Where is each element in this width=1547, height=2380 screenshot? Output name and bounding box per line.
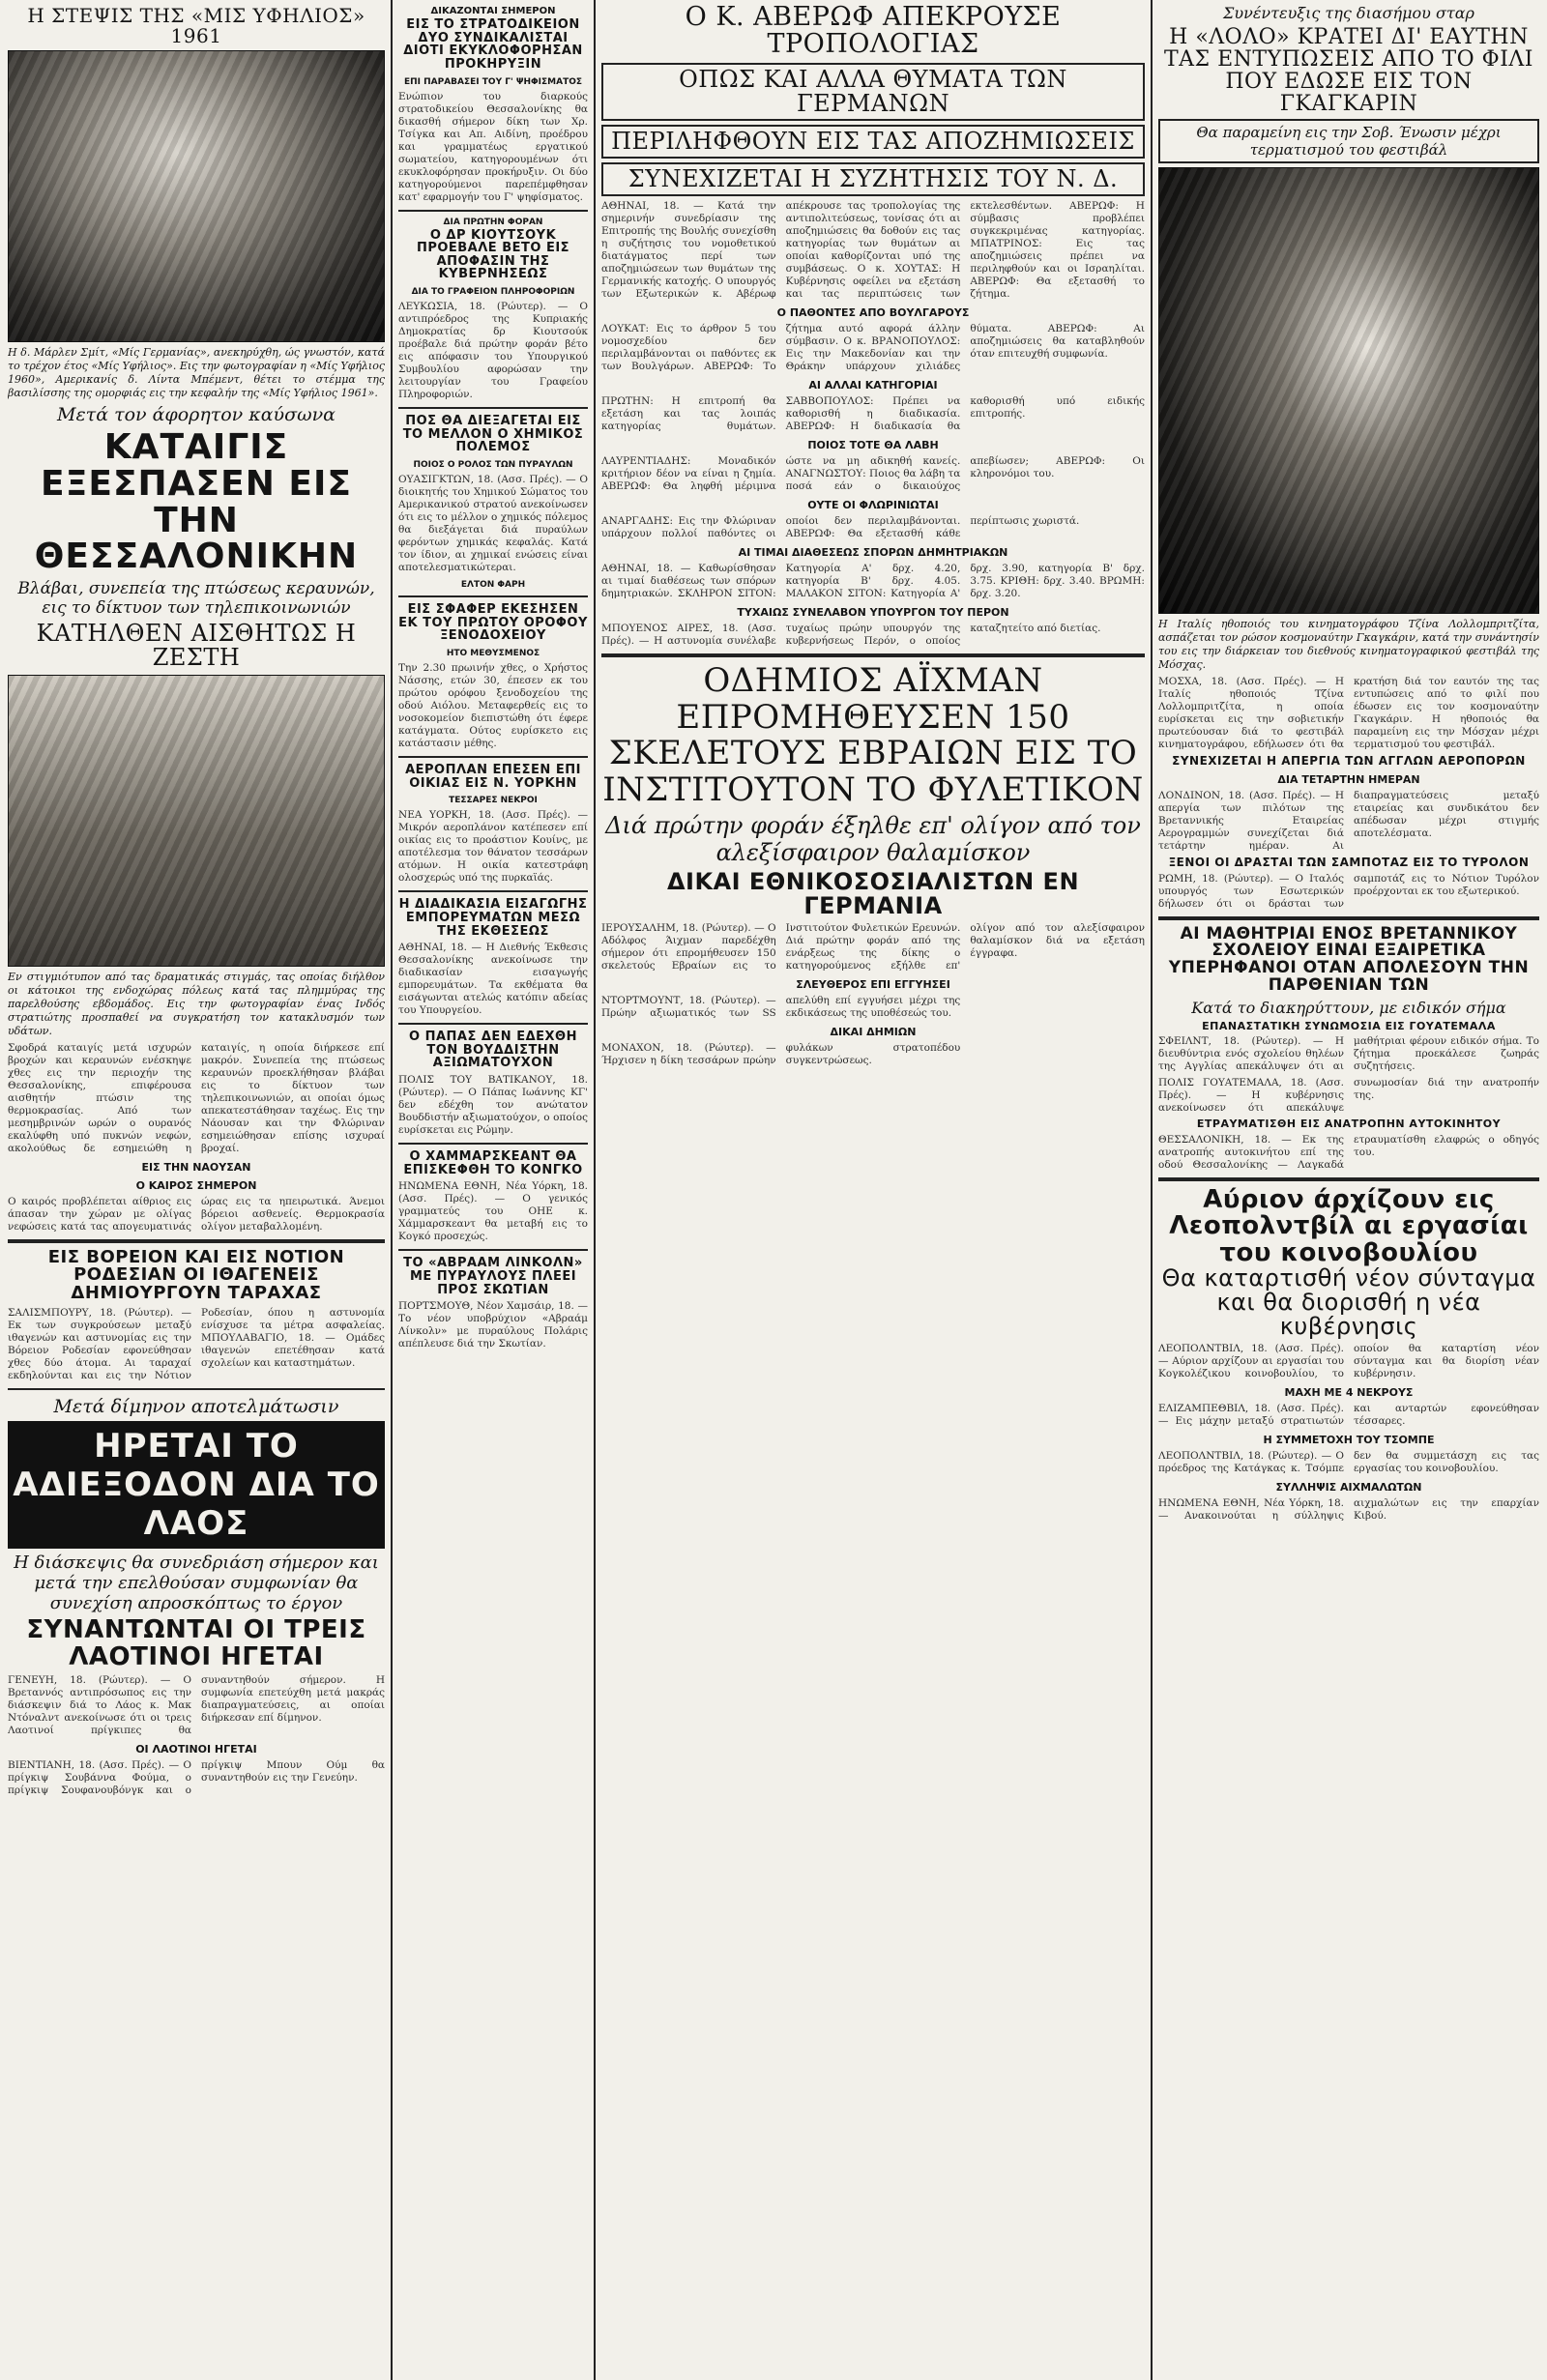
column-4 — [1158, 0, 1539, 2380]
divider — [398, 756, 588, 758]
divider — [398, 1249, 588, 1251]
subheadline: Διά πρώτην φοράν έξηλθε επ' ολίγον από τον αλεξίσφαιρον θαλαμίσκον — [605, 812, 1141, 866]
subheading: ΑΙ ΑΛΛΑΙ ΚΑΤΗΓΟΡΙΑΙ — [808, 379, 938, 392]
headline: ΟΠΩΣ ΚΑΙ ΑΛΛΑ ΘΥΜΑΤΑ ΤΩΝ ΓΕΡΜΑΝΩΝ — [601, 63, 1145, 121]
divider — [8, 1388, 385, 1390]
kicker: Μετά δίμηνον αποτελμάτωσιν — [53, 1396, 339, 1418]
headline: ΕΙΣ ΒΟΡΕΙΟΝ ΚΑΙ ΕΙΣ ΝΟΤΙΟΝ ΡΟΔΕΣΙΑΝ ΟΙ ΙΘΑΓΕΝΕΙΣ ΔΗΜΙΟΥΡΓΟΥΝ ΤΑΡΑΧΑΣ — [47, 1246, 345, 1304]
article-body: ΣΦΕΙΛΝΤ, 18. (Ρώυτερ). — Η διευθύντρια ενός σχολείου θηλέων της Αγγλίας απεκάλυψεν ότι αι μαθήτριαι φέρουν ειδικόν σήμα. Το ζήτημα προεκάλεσε ζωηράς συζητήσεις. — [1158, 1035, 1539, 1073]
headline: ΣΥΝΑΝΤΩΝΤΑΙ ΟΙ ΤΡΕΙΣ ΛΑΟΤΙΝΟΙ ΗΓΕΤΑΙ — [26, 1615, 366, 1671]
article-body: ΟΥΑΣΙΓΚΤΩΝ, 18. (Ασσ. Πρές). — Ο διοικητής του Χημικού Σώματος του Αμερικανικού στρατού ανεκοίνωσεν ότι εις το μέλλον ο χημικός πόλεμος θα διεξάγεται διά πυραύλων φερόντων χημικάς κεφαλάς. Κατά τον ίδιον, αι χημικαί ενώσεις είναι αποτελεσματικώτεραι. — [398, 474, 588, 574]
headline: ΚΑΤΗΛΘΕΝ ΑΙΣΘΗΤΩΣ Η ΖΕΣΤΗ — [36, 620, 357, 672]
subheading: Ο ΚΑΙΡΟΣ ΣΗΜΕΡΟΝ — [135, 1178, 257, 1192]
headline: ΑΙ ΜΑΘΗΤΡΙΑΙ ΕΝΟΣ ΒΡΕΤΑΝΝΙΚΟΥ ΣΧΟΛΕΙΟΥ ΕΙΝΑΙ ΕΞΑΙΡΕΤΙΚΑ ΥΠΕΡΗΦΑΝΟΙ ΟΤΑΝ ΑΠΟΛΕΣΟΥΝ ΤΗΝ ΠΑΡΘΕΝΙΑΝ ΤΩΝ — [1168, 923, 1530, 996]
article-body: ΛΕΟΠΟΛΝΤΒΙΛ, 18. (Ασσ. Πρές). — Αύριον αρχίζουν αι εργασίαι του Κογκολέζικου κοινοβουλίου, το οποίον θα καταρτίση νέον σύνταγμα και θα διορίση νέαν κυβέρνησιν. — [1158, 1343, 1539, 1380]
kicker: Συνέντευξις της διασήμου σταρ — [1223, 4, 1474, 22]
banner-headline: ΗΡΕΤΑΙ ΤΟ ΑΔΙΕΞΟΔΟΝ ΔΙΑ ΤΟ ΛΑΟΣ — [8, 1421, 385, 1549]
column-rule — [391, 0, 393, 2380]
article-body: ΒΙΕΝΤΙΑΝΗ, 18. (Ασσ. Πρές). — Ο πρίγκιψ Σουβάννα Φούμα, ο πρίγκιψ Σουφανουβόνγκ και ο πρίγκιψ Μπουν Ούμ θα συναντηθούν εις την Γενεύην. — [8, 1758, 385, 1796]
article-body: ΑΘΗΝΑΙ, 18. — Η Διεθνής Έκθεσις Θεσσαλονίκης ανεκοίνωσε την διαδικασίαν εισαγωγής εμπορευμάτων. Τα εκθέματα θα εισάγωνται ατελώς κατόπιν αδείας του Υπουργείου. — [398, 942, 588, 1017]
subheading: ΔΙΑ ΠΡΩΤΗΝ ΦΟΡΑΝ — [443, 217, 543, 227]
headline: ΕΙΣ ΣΦΑΦΕΡ ΕΚΕΣΗΣΕΝ ΕΚ ΤΟΥ ΠΡΩΤΟΥ ΟΡΟΦΟΥ ΞΕΝΟΔΟΧΕΙΟΥ — [398, 602, 588, 644]
column-2 — [398, 0, 588, 2380]
article-body: ΜΟΝΑΧΟΝ, 18. (Ρώυτερ). — Ήρχισεν η δίκη τεσσάρων πρώην φυλάκων στρατοπέδου συγκεντρώσεως. — [601, 1042, 961, 1067]
headline: ΕΠΑΝΑΣΤΑΤΙΚΗ ΣΥΝΩΜΟΣΙΑ ΕΙΣ ΓΟΥΑΤΕΜΑΛΑ — [1202, 1019, 1496, 1032]
subheading: ΔΙΑ ΤΟ ΓΡΑΦΕΙΟΝ ΠΛΗΡΟΦΟΡΙΩΝ — [411, 287, 575, 298]
subheading: ΕΛΤΟΝ ΦΑΡΗ — [460, 580, 526, 591]
subheading: ΤΥΧΑΙΩΣ ΣΥΝΕΛΑΒΟΝ ΥΠΟΥΡΓΟΝ ΤΟΥ ΠΕΡΟΝ — [737, 606, 1009, 620]
article-body: ΗΝΩΜΕΝΑ ΕΘΝΗ, Νέα Υόρκη, 18. (Ασσ. Πρές). — Ο γενικός γραμματεύς του ΟΗΕ κ. Χάμμαρσκεαντ θα μεταβή εις το Κογκό προσεχώς. — [398, 1180, 588, 1243]
article-body: ΛΟΥΚΑΤ: Εις το άρθρον 5 του νομοσχεδίου δεν περιλαμβάνονται οι παθόντες εκ των Βουλγάρων. ΑΒΕΡΩΦ: Το ζήτημα αυτό αφορά άλλην σύμβασιν. Ο κ. ΒΡΑΝΟΠΟΥΛΟΣ: Εις την Μακεδονίαν και την Θράκην υπάρχουν χιλιάδες θύματα. ΑΒΕΡΩΦ: Αι αποζημιώσεις θα καταβληθούν όταν επιτευχθή συμφωνία. — [601, 323, 1145, 373]
article-body: ΑΝΑΡΓΑΔΗΣ: Εις την Φλώριναν υπάρχουν πολλοί παθόντες οι οποίοι δεν περιλαμβάνονται. ΑΒΕΡΩΦ: Θα εξετασθή κάθε περίπτωσις χωριστά. — [601, 515, 1080, 540]
article-body: ΝΕΑ ΥΟΡΚΗ, 18. (Ασσ. Πρές). — Μικρόν αεροπλάνον κατέπεσεν επί οικίας εις το προάστιον Κουίνς, με αποτέλεσμα τον θάνατον τεσσάρων ατόμων. Η οικία κατεστράφη ολοσχερώς υπό της πυρκαϊάς. — [398, 809, 588, 885]
article-body: ΛΕΟΠΟΛΝΤΒΙΛ, 18. (Ρώυτερ). — Ο πρόεδρος της Κατάγκας κ. Τσόμπε δεν θα συμμετάσχη εις τας εργασίας του κοινοβουλίου. — [1158, 1450, 1539, 1475]
article-body: ΙΕΡΟΥΣΑΛΗΜ, 18. (Ρώυτερ). — Ο Αδόλφος Άιχμαν παρεδέχθη σήμερον ότι επρομήθευσεν 150 σκελετούς Εβραίων εις το Ινστιτούτον Φυλετικών Ερευνών. Διά πρώτην φοράν από της ενάρξεως της δίκης ο κατηγορούμενος εξήλθε επ' ολίγον από τον αλεξίσφαιρον θαλαμίσκον διά να εξετάση έγγραφα. — [601, 922, 1145, 972]
article-body: ΠΟΛΙΣ ΓΟΥΑΤΕΜΑΛΑ, 18. (Ασσ. Πρές). — Η κυβέρνησις ανεκοίνωσεν ότι απεκάλυψε συνωμοσίαν διά την ανατροπήν της. — [1158, 1077, 1539, 1115]
headline: Αύριον άρχίζουν εις Λεοπολντβίλ αι εργασίαι του κοινοβουλίου — [1169, 1185, 1529, 1267]
article-body: ΛΕΥΚΩΣΙΑ, 18. (Ρώυτερ). — Ο αντιπρόεδρος της Κυπριακής Δημοκρατίας δρ Κιουτσούκ προέβαλε διά πρώτην φοράν βέτο εις απόφασιν του Υπουργικού Συμβουλίου αφορώσαν την λειτουργίαν του Γραφείου Πληροφοριών. — [398, 301, 588, 401]
headline: ΚΑΤΑΙΓΙΣ ΕΞΕΣΠΑΣΕΝ ΕΙΣ ΤΗΝ ΘΕΣΣΑΛΟΝΙΚΗΝ — [34, 427, 359, 577]
headline: Ο ΠΑΠΑΣ ΔΕΝ ΕΔΕΧΘΗ ΤΟΝ ΒΟΥΔΔΙΣΤΗΝ ΑΞΙΩΜΑΤΟΥΧΟΝ — [409, 1030, 577, 1071]
subheading: ΣΥΛΛΗΨΙΣ ΑΙΧΜΑΛΩΤΩΝ — [1275, 1481, 1422, 1495]
article-body: ΓΕΝΕΥΗ, 18. (Ρώυτερ). — Ο Βρεταννός αντιπρόσωπος εις την διάσκεψιν διά το Λάος κ. Μακ Ντόναλντ ανεκοίνωσε ότι οι τρεις Λαοτινοί πρίγκιπες θα συναντηθούν σήμερον. Η συμφωνία επετεύχθη μετά μακράς διαπραγματεύσεις, αι οποίαι διήρκεσαν επί δίμηνον. — [8, 1673, 385, 1736]
subheading: Ο ΠΑΘΟΝΤΕΣ ΑΠΟ ΒΟΥΛΓΑΡΟΥΣ — [776, 306, 970, 320]
headline: ΔΙΚΑΙ ΕΘΝΙΚΟΣΟΣΙΑΛΙΣΤΩΝ ΕΝ ΓΕΡΜΑΝΙΑ — [666, 868, 1080, 920]
subheading: ΔΙΚΑΙ ΔΗΜΙΩΝ — [830, 1026, 917, 1039]
subheading: ΑΙ ΤΙΜΑΙ ΔΙΑΘΕΣΕΩΣ ΣΠΟΡΩΝ ΔΗΜΗΤΡΙΑΚΩΝ — [738, 546, 1008, 560]
pageant-photo — [8, 50, 385, 342]
divider — [398, 1143, 588, 1145]
subheading: ΠΟΙΟΣ ΤΟΤΕ ΘΑ ΛΑΒΗ — [807, 439, 939, 452]
headline: Θα καταρτισθή νέον σύνταγμα και θα διορισθή η νέα κυβέρνησις — [1161, 1263, 1536, 1341]
headline: ΟΔΗΜΙΟΣ ΑΪΧΜΑΝ ΕΠΡΟΜΗΘΕΥΣΕΝ 150 ΣΚΕΛΕΤΟΥΣ ΕΒΡΑΙΩΝ ΕΙΣ ΤΟ ΙΝΣΤΙΤΟΥΤΟΝ ΤΟ ΦΥΛΕΤΙΚΟΝ — [602, 661, 1144, 809]
headline: Η «ΛΟΛΟ» ΚΡΑΤΕΙ ΔΙ' ΕΑΥΤΗΝ ΤΑΣ ΕΝΤΥΠΩΣΕΙΣ ΑΠΟ ΤΟ ΦΙΛΙ ΠΟΥ ΕΔΩΣΕ ΕΙΣ ΤΟΝ ΓΚΑΓΚΑΡΙΝ — [1163, 25, 1533, 117]
article-body: ΝΤΟΡΤΜΟΥΝΤ, 18. (Ρώυτερ). — Πρώην αξιωματικός των SS απελύθη επί εγγυήσει μέχρι της εκδικάσεως της υποθέσεώς του. — [601, 995, 961, 1020]
divider — [398, 1023, 588, 1025]
article-body: Ο καιρός προβλέπεται αίθριος εις άπασαν την χώραν με ολίγας νεφώσεις κατά τας απογευματινάς ώρας εις τα ηπειρωτικά. Άνεμοι βόρειοι ασθενείς. Θερμοκρασία ολίγον μεταβαλλομένη. — [8, 1195, 385, 1233]
subheading: ΟΙ ΛΑΟΤΙΝΟΙ ΗΓΕΤΑΙ — [135, 1742, 257, 1756]
article-body: ΠΟΡΤΣΜΟΥΘ, Νέον Χαμσάιρ, 18. — Το νέον υποβρύχιον «Αβραάμ Λίνκολν» με πυραύλους Πολάρις απέπλευσε διά την Σκωτίαν. — [398, 1300, 588, 1350]
divider — [398, 210, 588, 212]
subheadline: Η διάσκεψις θα συνεδριάση σήμερον και μετά την επελθούσαν συμφωνίαν θα συνεχίση απροσκόπτως το έργον — [14, 1553, 379, 1614]
article-body: ΡΩΜΗ, 18. (Ρώυτερ). — Ο Ιταλός υπουργός των Εσωτερικών δήλωσεν ότι οι δράσται των σαμποτάζ εις το Νότιον Τυρόλον προέρχονται εκ του εξωτερικού. — [1158, 872, 1539, 910]
divider — [8, 1239, 385, 1243]
column-1 — [8, 0, 385, 2380]
subheadline: Βλάβαι, συνεπεία της πτώσεως κεραυνών, εις το δίκτυον των τηλεπικοινωνιών — [17, 579, 375, 619]
column-3 — [601, 0, 1145, 2380]
subheading: ΠΟΙΟΣ Ο ΡΟΛΟΣ ΤΩΝ ΠΥΡΑΥΛΩΝ — [413, 460, 573, 471]
headline: ΠΟΣ ΘΑ ΔΙΕΞΑΓΕΤΑΙ ΕΙΣ ΤΟ ΜΕΛΛΟΝ Ο ΧΗΜΙΚΟΣ ΠΟΛΕΜΟΣ — [402, 414, 584, 455]
subheading: ΕΠΙ ΠΑΡΑΒΑΣΕΙ ΤΟΥ Γ' ΨΗΦΙΣΜΑΤΟΣ — [403, 76, 583, 87]
photo-caption: Η δ. Μάρλεν Σμίτ, «Μίς Γερμανίας», ανεκηρύχθη, ώς γνωστόν, κατά το τρέχον έτος «Μίς Υφήλιος». Εις την φωτογραφίαν η «Μίς Υφήλιος 1960», Αμερικανίς δ. Λίντα Μπέμεντ, θέτει το στέμμα της βασιλίσσης της ομορφιάς εις την κεφαλήν της «Μίς Υφήλιος 1961». — [8, 346, 385, 399]
article-body: Την 2.30 πρωινήν χθες, ο Χρήστος Νάσσης, ετών 30, έπεσεν εκ του πρώτου ορόφου ξενοδοχείου της οδού Αιόλου. Μεταφερθείς εις το νοσοκομείον διεπιστώθη ότι έφερε κατάγματα. Ούτος ευρίσκετο εις κατάστασιν μέθης. — [398, 661, 588, 749]
article-body: ΗΝΩΜΕΝΑ ΕΘΝΗ, Νέα Υόρκη, 18. — Ανακοινούται η σύλληψις αιχμαλώτων εις την επαρχίαν Κιβού. — [1158, 1497, 1539, 1523]
photo-title: Η ΣΤΕΨΙΣ ΤΗΣ «ΜΙΣ ΥΦΗΛΙΟΣ» 1961 — [27, 4, 365, 47]
subheading: ΤΕΣΣΑΡΕΣ ΝΕΚΡΟΙ — [449, 796, 538, 806]
subheading: ΗΤΟ ΜΕΘΥΣΜΕΝΟΣ — [446, 648, 540, 658]
kicker: Μετά τον άφορητον καύσωνα — [57, 404, 336, 425]
lollobrigida-photo — [1158, 167, 1539, 614]
headline: ΣΥΝΕΧΙΖΕΤΑΙ Η ΑΠΕΡΓΙΑ ΤΩΝ ΑΓΓΛΩΝ ΑΕΡΟΠΟΡΩΝ — [1172, 754, 1526, 769]
article-body: ΑΘΗΝΑΙ, 18. — Καθωρίσθησαν αι τιμαί διαθέσεως των σπόρων δημητριακών. ΣΚΛΗΡΟΝ ΣΙΤΟΝ: Κατηγορία Α' δρχ. 4.20, κατηγορία Β' δρχ. 4.05. ΜΑΛΑΚΟΝ ΣΙΤΟΝ: Κατηγορία Α' δρχ. 3.90, κατηγορία Β' δρχ. 3.75. ΚΡΙΘΗ: δρχ. 3.40. ΒΡΩΜΗ: δρχ. 3.20. — [601, 563, 1145, 600]
headline: ΣΥΝΕΧΙΖΕΤΑΙ Η ΣΥΖΗΤΗΣΙΣ ΤΟΥ Ν. Δ. — [601, 162, 1145, 196]
subheading: ΣΛΕΥΘΕΡΟΣ ΕΠΙ ΕΓΓΥΗΣΕΙ — [796, 978, 950, 992]
article-body: Σφοδρά καταιγίς μετά ισχυρών βροχών και κεραυνών ενέσκηψε χθες εις την περιοχήν της Θεσσαλονίκης, επιφέρουσα αισθητήν πτώσιν της θερμοκρασίας. Από των μεσημβρινών ωρών ο ουρανός εκαλύφθη υπό πυκνών νεφών, ακολούθως δε εσημειώθη η καταιγίς, η οποία διήρκεσε επί μακρόν. Συνεπεία της πτώσεως κεραυνών προεκλήθησαν βλάβαι εις το δίκτυον των τηλεπικοινωνιών, αι οποίαι όμως απεκατεστάθησαν ταχέως. Εις την Νάουσαν και την Φλώριναν εσημειώθησαν επίσης ισχυραί βροχαί. — [8, 1041, 385, 1154]
divider — [398, 890, 588, 892]
article-body: ΑΘΗΝΑΙ, 18. — Κατά την σημερινήν συνεδρίασιν της Επιτροπής της Βουλής συνεχίσθη η συζήτησις του νομοθετικού διατάγματος περί των αποζημιώσεων των θυμάτων της Γερμανικής κατοχής. Ο υπουργός των Εξωτερικών κ. Αβέρωφ απέκρουσε τας τροπολογίας της αντιπολιτεύσεως, τονίσας ότι αι αποζημιώσεις θα δοθούν εις τας κατηγορίας των θυμάτων αι οποίαι καθορίζονται υπό της συμβάσεως. Ο κ. ΧΟΥΤΑΣ: Η Κυβέρνησις οφείλει να εξετάση και τας περιπτώσεις των εκτελεσθέντων. ΑΒΕΡΩΦ: Η σύμβασις προβλέπει συγκεκριμένας κατηγορίας. ΜΠΑΤΡΙΝΟΣ: Εις τας αποζημιώσεις πρέπει να περιληφθούν και οι Ισραηλίται. ΑΒΕΡΩΦ: Θα εξετασθή το ζήτημα. — [601, 200, 1145, 301]
article-body: Ενώπιον του διαρκούς στρατοδικείου Θεσσαλονίκης θα δικασθή σήμερον δίκη των Χρ. Τσίγκα και Απ. Αιδίνη, προέδρου και γραμματέως εργατικού σωματείου, κατηγορουμένων ότι εκυκλοφόρησαν προκήρυξιν. Οι δύο κατηγορούμενοι παρεπέμφθησαν κατ' εφαρμογήν του Γ' ψηφίσματος. — [398, 90, 588, 203]
headline: ΕΤΡΑΥΜΑΤΙΣΘΗ ΕΙΣ ΑΝΑΤΡΟΠΗΝ ΑΥΤΟΚΙΝΗΤΟΥ — [1196, 1117, 1502, 1131]
headline: ΑΕΡΟΠΛΑΝ ΕΠΕΣΕΝ ΕΠΙ ΟΙΚΙΑΣ ΕΙΣ Ν. ΥΟΡΚΗΝ — [405, 762, 581, 791]
article-body: ΛΑΥΡΕΝΤΙΑΔΗΣ: Μοναδικόν κριτήριον δέον να είναι η ζημία. ΑΒΕΡΩΦ: Θα ληφθή μέριμνα ώστε να μη αδικηθή κανείς. ΑΝΑΓΝΩΣΤΟΥ: Ποιος θα λάβη τα ποσά εάν ο δικαιούχος απεβίωσεν; ΑΒΕΡΩΦ: Οι κληρονόμοι του. — [601, 455, 1145, 493]
divider — [398, 595, 588, 597]
subheading: ΕΙΣ ΤΗΝ ΝΑΟΥΣΑΝ — [141, 1160, 251, 1174]
headline: ΤΟ «ΑΒΡΑΑΜ ΛΙΝΚΟΛΝ» ΜΕ ΠΥΡΑΥΛΟΥΣ ΠΛΕΕΙ ΠΡΟΣ ΣΚΩΤΙΑΝ — [403, 1256, 583, 1297]
subheading: Η ΣΥΜΜΕΤΟΧΗ ΤΟΥ ΤΣΟΜΠΕ — [1263, 1434, 1435, 1447]
divider — [398, 407, 588, 409]
subheading: ΔΙΑ ΤΕΤΑΡΤΗΝ ΗΜΕΡΑΝ — [1277, 772, 1420, 786]
article-body: ΜΠΟΥΕΝΟΣ ΑΙΡΕΣ, 18. (Ασσ. Πρές). — Η αστυνομία συνέλαβε τυχαίως πρώην υπουργόν της κυβερνήσεως Περόν, ο οποίος καταζητείτο από διετίας. — [601, 623, 1101, 648]
article-body: ΘΕΣΣΑΛΟΝΙΚΗ, 18. — Εκ της ανατροπής αυτοκινήτου επί της οδού Θεσσαλονίκης — Λαγκαδά ετραυματίσθη ελαφρώς ο οδηγός του. — [1158, 1134, 1539, 1172]
article-body: ΛΟΝΔΙΝΟΝ, 18. (Ασσ. Πρές). — Η απεργία των πιλότων της Βρεταννικής Εταιρείας Αερογραμμών συνεχίζεται διά τετάρτην ημέραν. Αι διαπραγματεύσεις μεταξύ εταιρείας και συνδικάτου δεν απέδωσαν μέχρι στιγμής αποτελέσματα. — [1158, 789, 1539, 852]
divider — [601, 653, 1145, 657]
headline: ΠΕΡΙΛΗΦΘΟΥΝ ΕΙΣ ΤΑΣ ΑΠΟΖΗΜΙΩΣΕΙΣ — [601, 125, 1145, 159]
divider — [1158, 916, 1539, 920]
headline: ΕΙΣ ΤΟ ΣΤΡΑΤΟΔΙΚΕΙΟΝ ΔΥΟ ΣΥΝΔΙΚΑΛΙΣΤΑΙ ΔΙΟΤΙ ΕΚΥΚΛΟΦΟΡΗΣΑΝ ΠΡΟΚΗΡΥΞΙΝ — [403, 17, 583, 72]
headline: ΞΕΝΟΙ ΟΙ ΔΡΑΣΤΑΙ ΤΩΝ ΣΑΜΠΟΤΑΖ ΕΙΣ ΤΟ ΤΥΡΟΛΟΝ — [1168, 855, 1530, 869]
headline: Ο ΧΑΜΜΑΡΣΚΕΑΝΤ ΘΑ ΕΠΙΣΚΕΦΘΗ ΤΟ ΚΟΝΓΚΟ — [403, 1149, 583, 1177]
subheadline: Θα παραμείνη εις την Σοβ. Ένωσιν μέχρι τερματισμού του φεστιβάλ — [1158, 119, 1539, 163]
headline: Ο Κ. ΑΒΕΡΩΦ ΑΠΕΚΡΟΥΣΕ ΤΡΟΠΟΛΟΓΙΑΣ — [685, 2, 1062, 60]
topline: ΔΙΚΑΖΟΝΤΑΙ ΣΗΜΕΡΟΝ — [430, 6, 556, 16]
article-body: ΕΛΙΖΑΜΠΕΘΒΙΛ, 18. (Ασσ. Πρές). — Εις μάχην μεταξύ στρατιωτών και ανταρτών εφονεύθησαν τέσσαρες. — [1158, 1403, 1539, 1428]
article-body: ΜΟΣΧΑ, 18. (Ασσ. Πρές). — Η Ιταλίς ηθοποιός Τζίνα Λολλομπριτζίτα, η οποία ευρίσκεται εις την σοβιετικήν πρωτεύουσαν διά το φεστιβάλ κινηματογράφου, εδήλωσεν ότι θα κρατήση διά τον εαυτόν της τας εντυπώσεις από το φιλί που έδωσεν εις τον κοσμοναύτην Γκαγκάριν. Η ηθοποιός θα παραμείνη εις την Μόσχαν μέχρι τερματισμού του φεστιβάλ. — [1158, 676, 1539, 751]
headline: Ο ΔΡ ΚΙΟΥΤΣΟΥΚ ΠΡΟΕΒΑΛΕ ΒΕΤΟ ΕΙΣ ΑΠΟΦΑΣΙΝ ΤΗΣ ΚΥΒΕΡΝΗΣΕΩΣ — [416, 227, 570, 282]
column-rule — [1151, 0, 1153, 2380]
subheading: ΜΑΧΗ ΜΕ 4 ΝΕΚΡΟΥΣ — [1284, 1386, 1414, 1400]
subheading: ΟΥΤΕ ΟΙ ΦΛΩΡΙΝΙΩΤΑΙ — [807, 499, 939, 512]
divider — [1158, 1177, 1539, 1181]
photo-caption: Η Ιταλίς ηθοποιός του κινηματογράφου Τζίνα Λολλομπριτζίτα, ασπάζεται τον ρώσον κοσμοναύτην Γκαγκάριν, κατά την συνάντησίν του εις την διάρκειαν του διεθνούς κινηματογραφικού φεστιβάλ της Μόσχας. — [1158, 618, 1539, 672]
headline: Η ΔΙΑΔΙΚΑΣΙΑ ΕΙΣΑΓΩΓΗΣ ΕΜΠΟΡΕΥΜΑΤΩΝ ΜΕΣΩ ΤΗΣ ΕΚΘΕΣΕΩΣ — [398, 897, 588, 939]
subheadline: Κατά το διακηρύττουν, με ειδικόν σήμα — [1191, 998, 1506, 1017]
photo-caption: Εν στιγμιότυπον από τας δραματικάς στιγμάς, τας οποίας διήλθον οι κάτοικοι της ενδοχώρας πόλεως κατά τας πλημμύρας της παρελθούσης εβδομάδος. Εις την φωτογραφίαν ένας Ινδός στρατιώτης προσπαθεί να συγκρατήση τον κατακλυσμόν των υδάτων. — [8, 970, 385, 1037]
article-body: ΠΟΛΙΣ ΤΟΥ ΒΑΤΙΚΑΝΟΥ, 18. (Ρώυτερ). — Ο Πάπας Ιωάννης ΚΓ' δεν εδέχθη τον ανώτατον Βουδδιστήν αξιωματούχον, ο οποίος ευρίσκεται εις Ρώμην. — [398, 1074, 588, 1137]
article-body: ΣΑΛΙΣΜΠΟΥΡΥ, 18. (Ρώυτερ). — Εκ των συγκρούσεων μεταξύ ιθαγενών και αστυνομίας εις την Βόρειον Ροδεσίαν εφονεύθησαν χθες δύο άτομα. Αι ταραχαί εκδηλούνται και εις την Νότιον Ροδεσίαν, όπου η αστυνομία ενίσχυσε τα μέτρα ασφαλείας. ΜΠΟΥΛΑΒΑΓΙΟ, 18. — Ομάδες ιθαγενών επετέθησαν κατά σχολείων και καταστημάτων. — [8, 1307, 385, 1382]
article-body: ΠΡΩΤΗΝ: Η επιτροπή θα εξετάση και τας λοιπάς κατηγορίας θυμάτων. ΣΑΒΒΟΠΟΥΛΟΣ: Πρέπει να καθορισθή η διαδικασία. ΑΒΕΡΩΦ: Η διαδικασία θα καθορισθή υπό ειδικής επιτροπής. — [601, 395, 1145, 433]
flood-photo — [8, 675, 385, 967]
column-rule — [594, 0, 596, 2380]
